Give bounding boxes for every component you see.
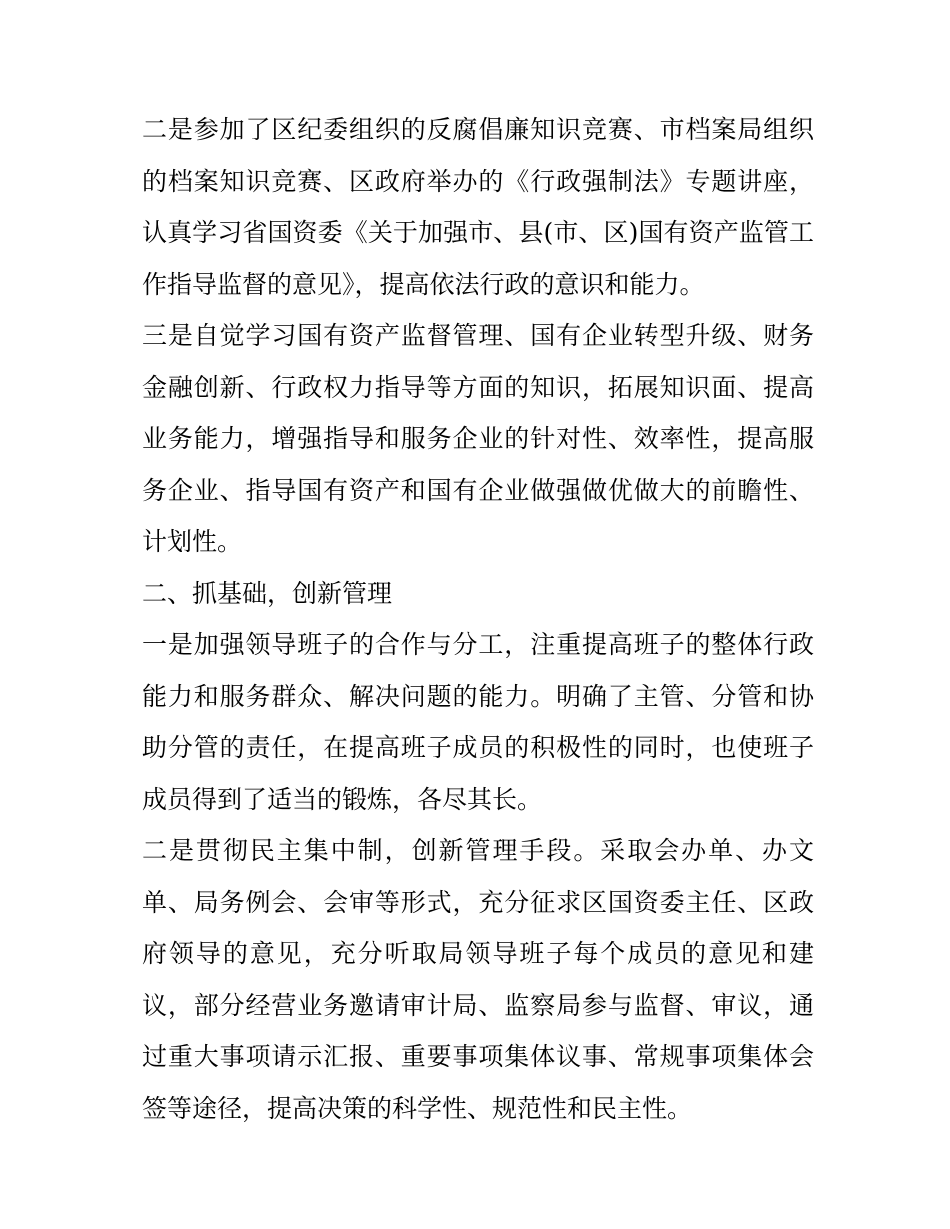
paragraph-participation: 二是参加了区纪委组织的反腐倡廉知识竞赛、市档案局组织的档案知识竞赛、区政府举办的《行政强制法》专题讲座，认真学习省国资委《关于加强市、县(市、区)国有资产监管工作指导监督的意见》，提高依法行政的意识和能力。 — [142, 115, 814, 299]
document-body — [142, 104, 814, 1134]
paragraph-democratic-centralism: 二是贯彻民主集中制，创新管理手段。采取会办单、办文单、局务例会、会审等形式，充分征求区国资委主任、区政府领导的意见，充分听取局领导班子每个成员的意见和建议，部分经营业务邀请审计局、监察局参与监督、审议，通过重大事项请示汇报、重要事项集体议事、常规事项集体会签等途径，提高决策的科学性、规范性和民主性。 — [142, 836, 814, 1123]
section-heading: 二、抓基础，创新管理 — [142, 578, 393, 608]
paragraph-leadership: 一是加强领导班子的合作与分工，注重提高班子的整体行政能力和服务群众、解决问题的能力。明确了主管、分管和协助分管的责任，在提高班子成员的积极性的同时，也使班子成员得到了适当的锻炼，各尽其长。 — [142, 630, 814, 814]
paragraph-self-study: 三是自觉学习国有资产监督管理、国有企业转型升级、财务金融创新、行政权力指导等方面的知识，拓展知识面、提高业务能力，增强指导和服务企业的针对性、效率性，提高服务企业、指导国有资产和国有企业做强做优做大的前瞻性、计划性。 — [142, 321, 814, 556]
